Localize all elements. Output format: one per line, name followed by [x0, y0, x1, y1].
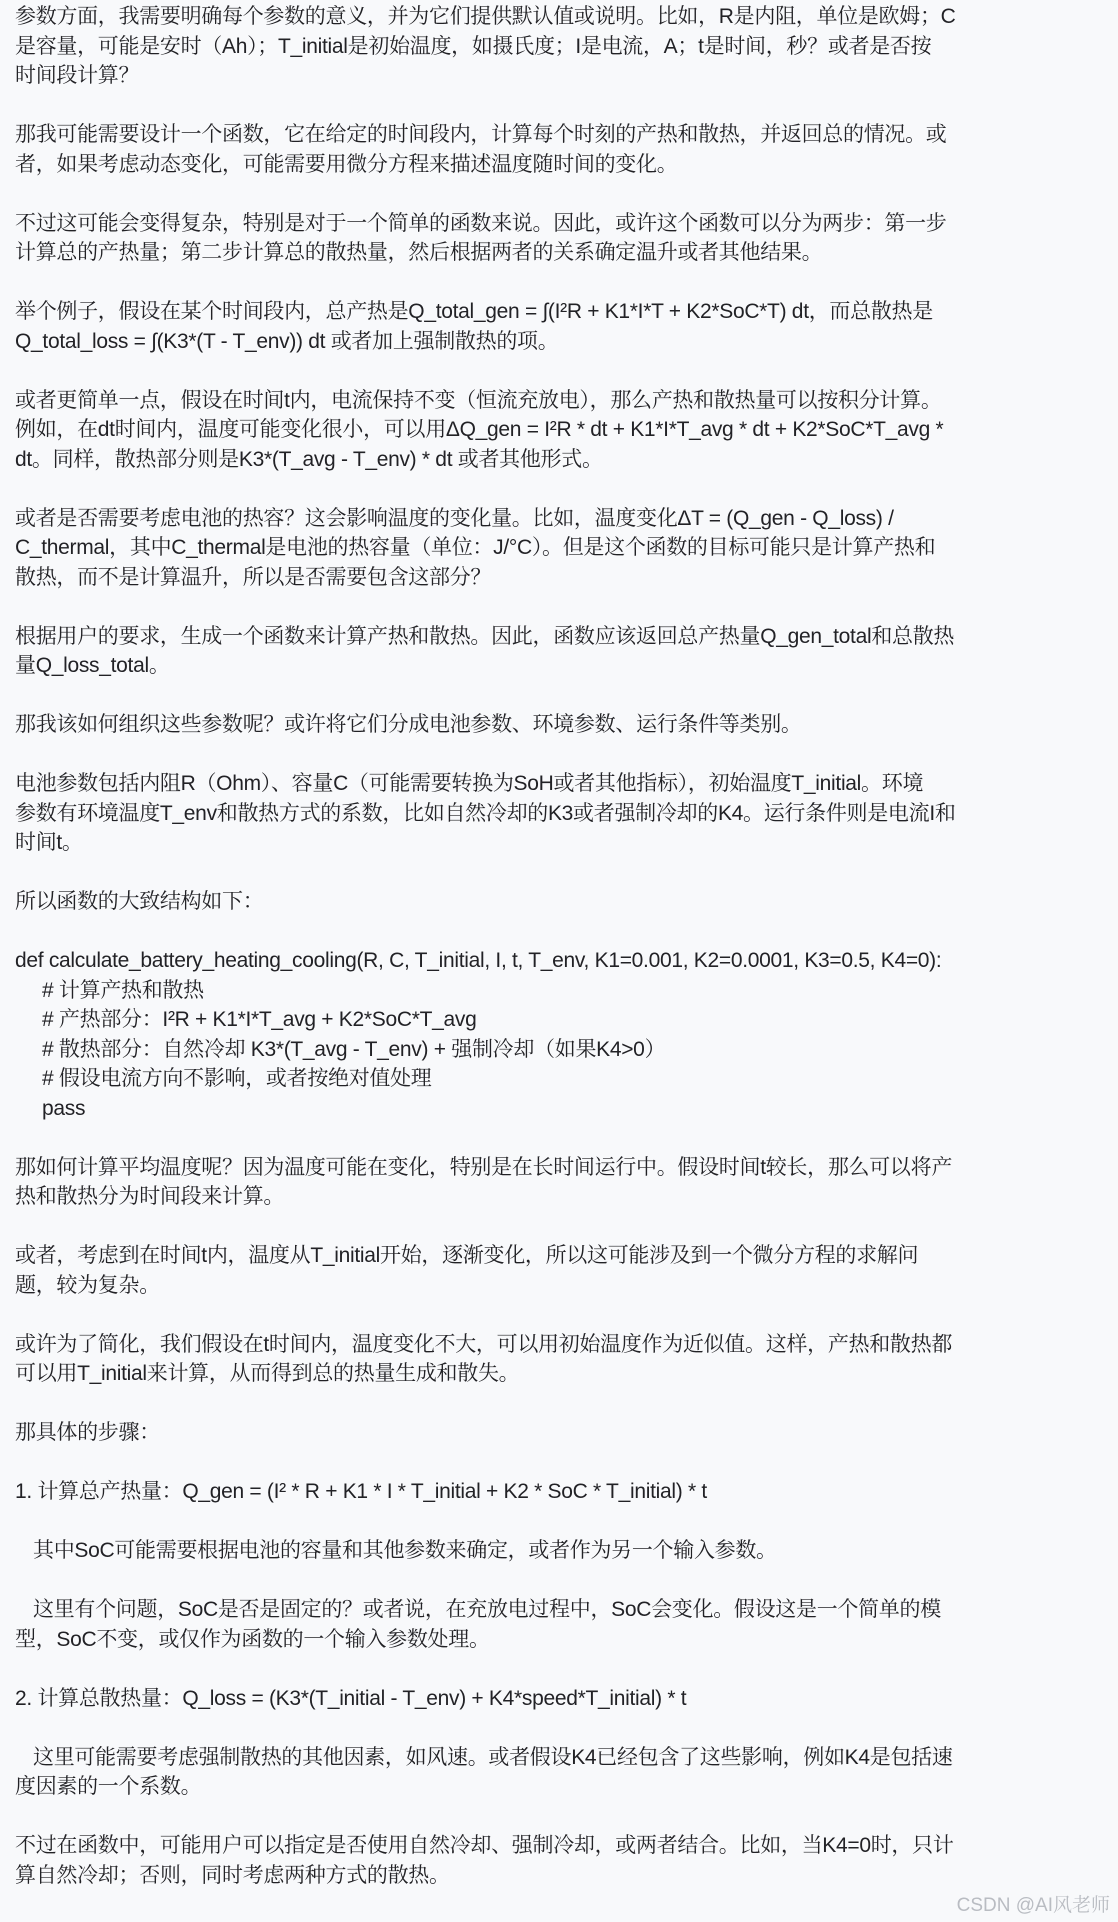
- paragraph: [15, 1595, 1115, 1654]
- text-line: dt。同样，散热部分则是K3*(T_avg - T_env) * dt 或者其他形式。: [15, 447, 603, 471]
- text-line: 那我该如何组织这些参数呢？或许将它们分成电池参数、环境参数、运行条件等类别。: [15, 713, 802, 736]
- text-line: 这里有个问题，SoC是否是固定的？或者说，在充放电过程中，SoC会变化。假设这是一个简单的模: [33, 1598, 941, 1621]
- text-line: 是容量，可能是安时（Ah）；T_initial是初始温度，如摄氏度；I是电流，A；t是时间，秒？或者是否按: [15, 34, 932, 58]
- text-line: 型，SoC不变，或仅作为函数的一个输入参数处理。: [15, 1627, 490, 1651]
- text-line: 1. 计算总产热量：Q_gen = (I² * R + K1 * I * T_initial + K2 * SoC * T_initial) * t: [15, 1480, 707, 1503]
- paragraph: [15, 1241, 1115, 1300]
- text-line: 或者更简单一点，假设在时间t内，电流保持不变（恒流充放电），那么产热和散热量可以按积分计算。: [15, 388, 942, 412]
- text-line: 时间t。: [15, 831, 83, 854]
- paragraph: [15, 1153, 1115, 1212]
- text-line: 散热，而不是计算温升，所以是否需要包含这部分？: [15, 565, 492, 589]
- code-block: [15, 946, 1115, 1123]
- paragraph: [15, 386, 1115, 475]
- text-line: 题，较为复杂。: [15, 1273, 160, 1297]
- text-line: 不过这可能会变得复杂，特别是对于一个简单的函数来说。因此，或许这个函数可以分为两步：第一步: [15, 211, 947, 235]
- text-line: 2. 计算总散热量：Q_loss = (K3*(T_initial - T_env) + K4*speed*T_initial) * t: [15, 1686, 687, 1710]
- watermark: CSDN @AI风老师: [956, 1895, 1110, 1916]
- paragraph: [15, 209, 1115, 268]
- paragraph: [15, 120, 1115, 179]
- text-line: 其中SoC可能需要根据电池的容量和其他参数来确定，或者作为另一个输入参数。: [33, 1539, 777, 1562]
- paragraph: [15, 504, 1115, 593]
- text-line: 可以用T_initial来计算，从而得到总的热量生成和散失。: [15, 1362, 520, 1385]
- text-line: 根据用户的要求，生成一个函数来计算产热和散热。因此，函数应该返回总产热量Q_gen_total和总散热: [15, 624, 955, 648]
- text-line: 那如何计算平均温度呢？因为温度可能在变化，特别是在长时间运行中。假设时间t较长，那么可以将产: [15, 1155, 953, 1179]
- text-line: 量Q_loss_total。: [15, 654, 170, 677]
- text-line: 者，如果考虑动态变化，可能需要用微分方程来描述温度随时间的变化。: [15, 152, 678, 176]
- paragraph: [15, 1477, 1115, 1507]
- text-line: 所以函数的大致结构如下：: [15, 890, 264, 913]
- paragraph: [15, 769, 1115, 858]
- paragraph: [15, 1330, 1115, 1389]
- text-line: 或许为了简化，我们假设在t时间内，温度变化不大，可以用初始温度作为近似值。这样，产热和散热都: [15, 1332, 953, 1356]
- text-line: 计算总的产热量；第二步计算总的散热量，然后根据两者的关系确定温升或者其他结果。: [15, 241, 823, 264]
- paragraph: [15, 1536, 1115, 1566]
- text-line: 例如，在dt时间内，温度可能变化很小，可以用ΔQ_gen = I²R * dt + K1*I*T_avg * dt + K2*SoC*T_avg *: [15, 418, 944, 441]
- code-line: def calculate_battery_heating_cooling(R, C, T_initial, I, t, T_env, K1=0.001, K2=0.0001, K3=0.5, K4=0):: [15, 949, 942, 972]
- text-line: 举个例子，假设在某个时间段内，总产热是Q_total_gen = ∫(I²R + K1*I*T + K2*SoC*T) dt，而总散热是: [15, 300, 933, 323]
- text-line: 那我可能需要设计一个函数，它在给定的时间段内，计算每个时刻的产热和散热，并返回总的情况。或: [15, 123, 947, 146]
- text-line: 参数方面，我需要明确每个参数的意义，并为它们提供默认值或说明。比如，R是内阻，单位是欧姆；C: [15, 5, 956, 28]
- text-line: 或者是否需要考虑电池的热容？这会影响温度的变化量。比如，温度变化ΔT = (Q_gen - Q_loss) /: [15, 506, 894, 530]
- paragraph: [15, 297, 1115, 356]
- text-line: 度因素的一个系数。: [15, 1775, 202, 1798]
- text-line: 那具体的步骤：: [15, 1421, 160, 1444]
- paragraph: [15, 1743, 1115, 1802]
- text-line: 算自然冷却；否则，同时考虑两种方式的散热。: [15, 1863, 450, 1887]
- paragraph: [15, 2, 1115, 91]
- text-line: C_thermal，其中C_thermal是电池的热容量（单位：J/°C）。但是这个函数的目标可能只是计算产热和: [15, 536, 936, 559]
- paragraph: [15, 622, 1115, 681]
- paragraph: [15, 887, 1115, 917]
- paragraph: [15, 1831, 1115, 1890]
- code-line: # 产热部分：I²R + K1*I*T_avg + K2*SoC*T_avg: [42, 1008, 477, 1031]
- text-line: 时间段计算？: [15, 64, 140, 87]
- code-line: # 计算产热和散热: [42, 978, 204, 1002]
- text-line: 这里可能需要考虑强制散热的其他因素，如风速。或者假设K4已经包含了这些影响，例如K4是包括速: [33, 1745, 953, 1769]
- text-line: 电池参数包括内阻R（Ohm）、容量C（可能需要转换为SoH或者其他指标），初始温度T_initial。环境: [15, 772, 924, 795]
- text-line: Q_total_loss = ∫(K3*(T - T_env)) dt 或者加上强制散热的项。: [15, 329, 559, 353]
- code-line: # 假设电流方向不影响，或者按绝对值处理: [42, 1067, 432, 1090]
- text-line: 热和散热分为时间段来计算。: [15, 1185, 285, 1208]
- paragraph: [15, 1684, 1115, 1714]
- code-line: pass: [42, 1096, 86, 1120]
- text-line: 或者，考虑到在时间t内，温度从T_initial开始，逐渐变化，所以这可能涉及到一个微分方程的求解问: [15, 1244, 919, 1267]
- text-line: 不过在函数中，可能用户可以指定是否使用自然冷却、强制冷却，或两者结合。比如，当K4=0时，只计: [15, 1834, 954, 1857]
- document-body: [15, 2, 1115, 1920]
- paragraph: [15, 710, 1115, 740]
- paragraph: [15, 1418, 1115, 1448]
- text-line: 参数有环境温度T_env和散热方式的系数，比如自然冷却的K3或者强制冷却的K4。运行条件则是电流I和: [15, 801, 956, 825]
- code-line: # 散热部分：自然冷却 K3*(T_avg - T_env) + 强制冷却（如果K4>0）: [42, 1037, 666, 1061]
